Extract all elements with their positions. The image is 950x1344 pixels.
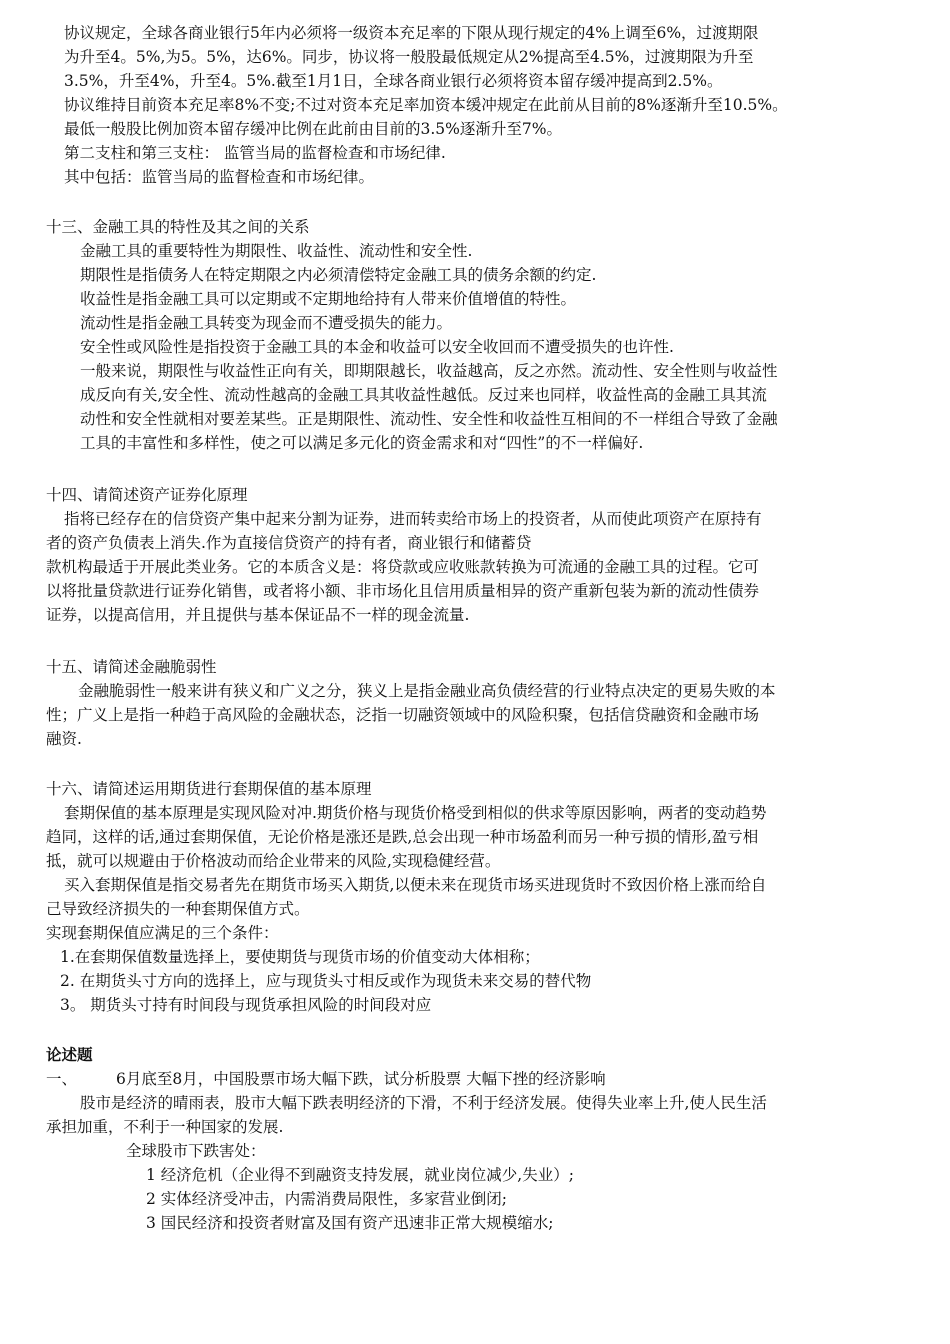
section-16-line-3: 抵，就可以规避由于价格波动而给企业带来的风险,实现稳健经营。	[46, 852, 501, 870]
essay-line-2: 承担加重，不利于一种国家的发展.	[46, 1118, 284, 1136]
section-15-line-3: 融资.	[46, 730, 82, 748]
section-14-heading: 十四、请简述资产证券化原理	[46, 486, 248, 504]
section-15-heading: 十五、请简述金融脆弱性	[46, 658, 217, 676]
section-14-line-4: 以将批量贷款进行证券化销售，或者将小额、非市场化且信用质量相异的资产重新包装为新的流动性债券	[46, 582, 760, 600]
section-13-line-3: 收益性是指金融工具可以定期或不定期地给持有人带来价值增值的特性。	[80, 290, 577, 308]
section-15-line-2: 性；广义上是指一种趋于高风险的金融状态，泛指一切融资领域中的风险积聚，包括信贷融资和金融市场	[46, 706, 760, 724]
essay-item-1: 1 经济危机（企业得不到融资支持发展，就业岗位减少,失业）;	[146, 1166, 574, 1184]
section-14-line-1: 指将已经存在的信贷资产集中起来分割为证券，进而转卖给市场上的投资者，从而使此项资产在原持有	[64, 510, 762, 528]
section-13-line-8: 动性和安全性就相对要差某些。正是期限性、流动性、安全性和收益性互相间的不一样组合导致了金融	[80, 410, 778, 428]
section-16-line-4: 买入套期保值是指交易者先在期货市场买入期货,以便未来在现货市场买进现货时不致因价格上涨而给自	[64, 876, 767, 894]
basel-line-6: 第二支柱和第三支柱： 监管当局的监督检查和市场纪律.	[64, 144, 446, 162]
section-14-line-2: 者的资产负债表上消失.作为直接信贷资产的持有者，商业银行和储蓄贷	[46, 534, 532, 552]
basel-line-7: 其中包括：监管当局的监督检查和市场纪律。	[64, 168, 375, 186]
section-13-line-9: 工具的丰富性和多样性，使之可以满足多元化的资金需求和对“四性”的不一样偏好.	[80, 434, 644, 452]
basel-line-4: 协议维持目前资本充足率8%不变;不过对资本充足率加资本缓冲规定在此前从目前的8%逐渐升至10.5%。	[64, 96, 788, 114]
section-14-line-5: 证券，以提高信用，并且提供与基本保证品不一样的现金流量.	[46, 606, 470, 624]
section-15-line-1: 金融脆弱性一般来讲有狭义和广义之分，狭义上是指金融业高负债经营的行业特点决定的更易失败的本	[78, 682, 776, 700]
basel-line-2: 为升至4。5%,为5。5%，达6%。同步，协议将一般股最低规定从2%提高至4.5%，过渡期限为升至	[64, 48, 754, 66]
section-14-line-3: 款机构最适于开展此类业务。它的本质含义是：将贷款或应收账款转换为可流通的金融工具的过程。它可	[46, 558, 760, 576]
section-13-line-6: 一般来说，期限性与收益性正向有关，即期限越长，收益越高，反之亦然。流动性、安全性则与收益性	[80, 362, 778, 380]
section-13-line-4: 流动性是指金融工具转变为现金而不遭受损失的能力。	[80, 314, 453, 332]
essay-question-text: 6月底至8月，中国股票市场大幅下跌，试分析股票 大幅下挫的经济影响	[116, 1070, 606, 1088]
section-16-condition-2: 2. 在期货头寸方向的选择上，应与现货头寸相反或作为现货未来交易的替代物	[60, 972, 592, 990]
essay-item-3: 3 国民经济和投资者财富及国有资产迅速非正常大规模缩水;	[146, 1214, 554, 1232]
section-16-condition-1: 1.在套期保值数量选择上，要使期货与现货市场的价值变动大体相称；	[60, 948, 540, 966]
basel-line-1: 协议规定，全球各商业银行5年内必须将一级资本充足率的下限从现行规定的4%上调至6%，过渡期限	[64, 24, 759, 42]
section-16-line-1: 套期保值的基本原理是实现风险对冲.期货价格与现货价格受到相似的供求等原因影响，两者的变动趋势	[64, 804, 767, 822]
section-13-line-7: 成反向有关,安全性、流动性越高的金融工具其收益性越低。反过来也同样，收益性高的金融工具其流	[80, 386, 767, 404]
section-13-heading: 十三、金融工具的特性及其之间的关系	[46, 218, 310, 236]
essay-line-1: 股市是经济的晴雨表，股市大幅下跌表明经济的下滑，不利于经济发展。使得失业率上升,使人民生活	[80, 1094, 767, 1112]
section-13-line-1: 金融工具的重要特性为期限性、收益性、流动性和安全性.	[80, 242, 473, 260]
section-16-heading: 十六、请简述运用期货进行套期保值的基本原理	[46, 780, 372, 798]
essay-question-number: 一、	[46, 1070, 78, 1088]
basel-line-5: 最低一般股比例加资本留存缓冲比例在此前由目前的3.5%逐渐升至7%。	[64, 120, 562, 138]
section-16-line-5: 己导致经济损失的一种套期保值方式。	[46, 900, 310, 918]
basel-line-3: 3.5%，升至4%，升至4。5%.截至1月1日，全球各商业银行必须将资本留存缓冲提高到2.5%。	[64, 72, 723, 90]
section-16-line-6: 实现套期保值应满足的三个条件：	[46, 924, 279, 942]
section-16-condition-3: 3。 期货头寸持有时间段与现货承担风险的时间段对应	[60, 996, 432, 1014]
section-16-line-2: 趋同，这样的话,通过套期保值，无论价格是涨还是跌,总会出现一种市场盈利而另一种亏损的情形,盈亏相	[46, 828, 759, 846]
essay-item-2: 2 实体经济受冲击，内需消费局限性，多家营业倒闭;	[146, 1190, 508, 1208]
essay-heading: 论述题	[46, 1046, 93, 1064]
section-13-line-2: 期限性是指债务人在特定期限之内必须清偿特定金融工具的债务余额的约定.	[80, 266, 597, 284]
section-13-line-5: 安全性或风险性是指投资于金融工具的本金和收益可以安全收回而不遭受损失的也许性.	[80, 338, 674, 356]
essay-line-3: 全球股市下跌害处：	[126, 1142, 266, 1160]
